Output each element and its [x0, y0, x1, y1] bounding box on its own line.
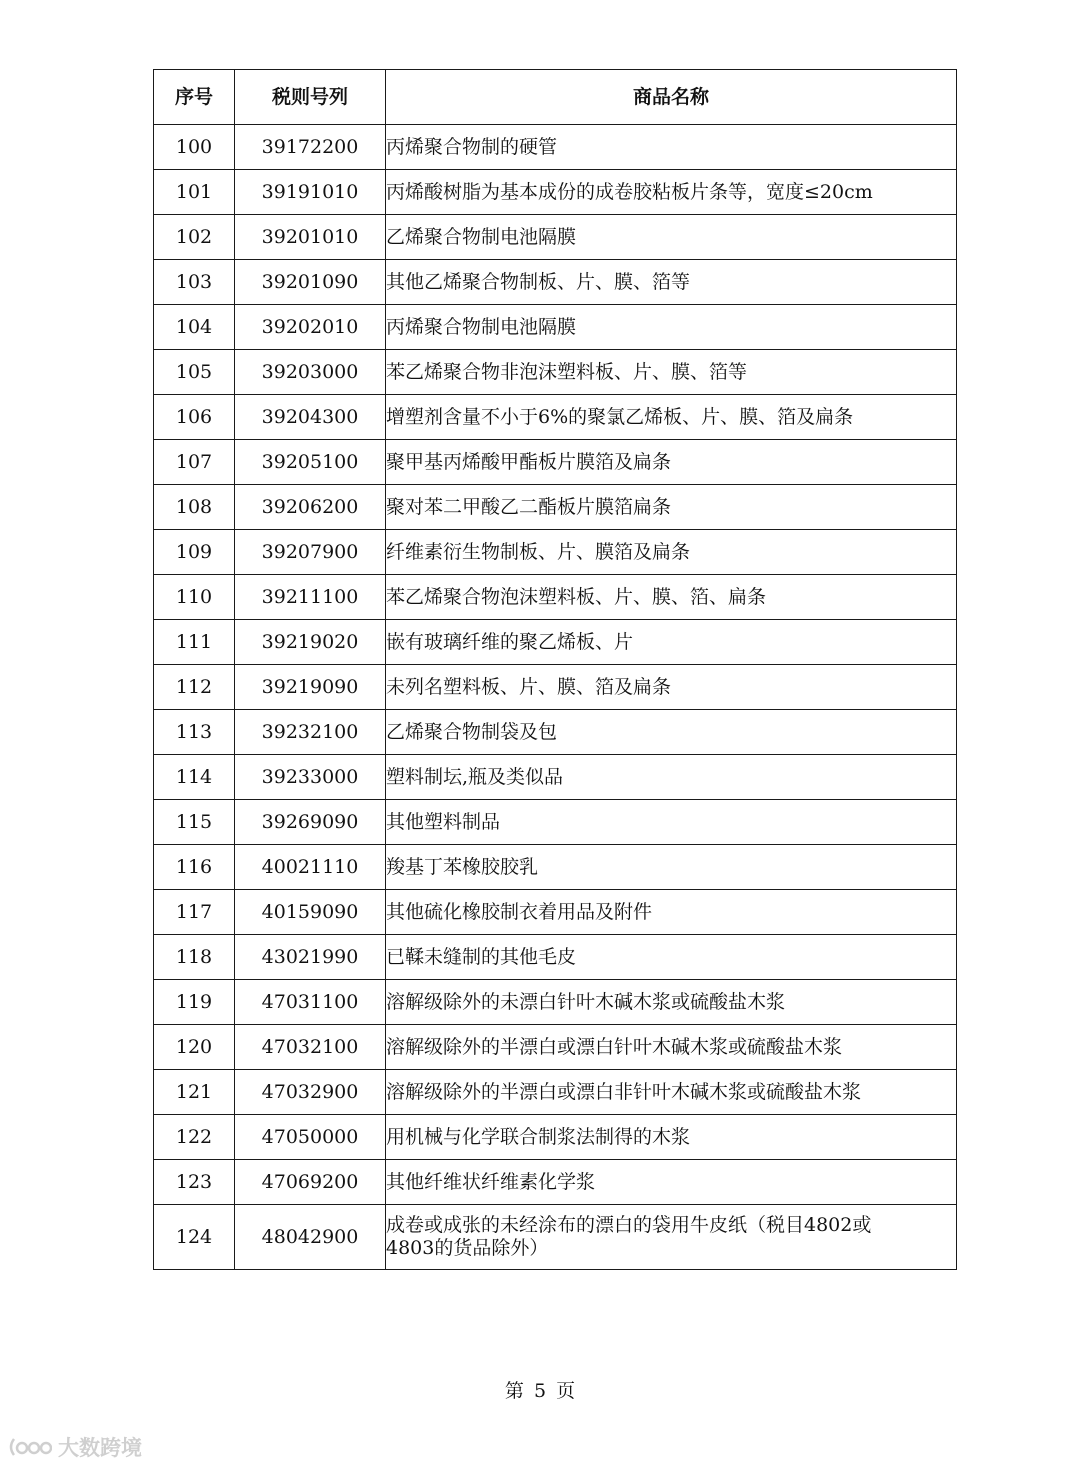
row-index: 104 — [154, 305, 235, 350]
table-row — [154, 800, 957, 845]
table-row — [154, 890, 957, 935]
row-index: 100 — [154, 125, 235, 170]
row-name — [386, 1205, 957, 1270]
table-row — [154, 350, 957, 395]
row-name: 丙烯聚合物制电池隔膜 — [386, 305, 957, 350]
row-name: 未列名塑料板、片、膜、箔及扁条 — [386, 665, 957, 710]
table-row — [154, 485, 957, 530]
row-index: 107 — [154, 440, 235, 485]
row-name: 用机械与化学联合制浆法制得的木浆 — [386, 1115, 957, 1160]
table-row — [154, 395, 957, 440]
row-code: 39205100 — [235, 440, 386, 485]
row-code: 48042900 — [235, 1205, 386, 1270]
row-code: 39202010 — [235, 305, 386, 350]
table-row — [154, 1025, 957, 1070]
table-row — [154, 1070, 957, 1115]
header-name: 商品名称 — [386, 70, 957, 125]
brand-logo-icon — [6, 1435, 52, 1459]
table-row — [154, 710, 957, 755]
table-row — [154, 125, 957, 170]
row-name: 溶解级除外的半漂白或漂白针叶木碱木浆或硫酸盐木浆 — [386, 1025, 957, 1070]
row-index: 101 — [154, 170, 235, 215]
row-name: 其他硫化橡胶制衣着用品及附件 — [386, 890, 957, 935]
table-row — [154, 665, 957, 710]
row-code: 39219090 — [235, 665, 386, 710]
row-code: 39172200 — [235, 125, 386, 170]
row-code: 39191010 — [235, 170, 386, 215]
row-code: 39206200 — [235, 485, 386, 530]
watermark — [6, 1432, 142, 1462]
table-row — [154, 1205, 957, 1270]
table-row — [154, 1160, 957, 1205]
row-index: 117 — [154, 890, 235, 935]
table-row — [154, 305, 957, 350]
row-index: 110 — [154, 575, 235, 620]
row-index: 103 — [154, 260, 235, 305]
table-row — [154, 620, 957, 665]
row-name: 羧基丁苯橡胶胶乳 — [386, 845, 957, 890]
row-index: 114 — [154, 755, 235, 800]
row-index: 119 — [154, 980, 235, 1025]
table-row — [154, 440, 957, 485]
header-index: 序号 — [154, 70, 235, 125]
row-code: 47032100 — [235, 1025, 386, 1070]
watermark-text: 大数跨境 — [58, 1436, 142, 1460]
row-code: 39204300 — [235, 395, 386, 440]
row-index: 106 — [154, 395, 235, 440]
row-name: 苯乙烯聚合物非泡沫塑料板、片、膜、箔等 — [386, 350, 957, 395]
row-code: 39211100 — [235, 575, 386, 620]
row-name-line-1: 成卷或成张的未经涂布的漂白的袋用牛皮纸（税目4802或 — [386, 1214, 872, 1236]
row-code: 39207900 — [235, 530, 386, 575]
row-name: 嵌有玻璃纤维的聚乙烯板、片 — [386, 620, 957, 665]
row-index: 124 — [154, 1205, 235, 1270]
row-index: 118 — [154, 935, 235, 980]
row-name: 塑料制坛,瓶及类似品 — [386, 755, 957, 800]
row-code: 47031100 — [235, 980, 386, 1025]
row-code: 47069200 — [235, 1160, 386, 1205]
row-index: 113 — [154, 710, 235, 755]
row-code: 39201090 — [235, 260, 386, 305]
row-name: 乙烯聚合物制袋及包 — [386, 710, 957, 755]
row-index: 120 — [154, 1025, 235, 1070]
row-name: 溶解级除外的未漂白针叶木碱木浆或硫酸盐木浆 — [386, 980, 957, 1025]
table-row — [154, 935, 957, 980]
row-index: 111 — [154, 620, 235, 665]
row-name: 丙烯酸树脂为基本成份的成卷胶粘板片条等，宽度≤20cm — [386, 170, 957, 215]
row-index: 109 — [154, 530, 235, 575]
table-row — [154, 845, 957, 890]
row-code: 40159090 — [235, 890, 386, 935]
row-index: 108 — [154, 485, 235, 530]
row-name: 其他乙烯聚合物制板、片、膜、箔等 — [386, 260, 957, 305]
row-code: 39201010 — [235, 215, 386, 260]
page-number: 第 5 页 — [504, 1380, 576, 1402]
table-row — [154, 530, 957, 575]
row-code: 39232100 — [235, 710, 386, 755]
row-code: 47032900 — [235, 1070, 386, 1115]
row-name: 乙烯聚合物制电池隔膜 — [386, 215, 957, 260]
row-name-line-2: 4803的货品除外） — [386, 1237, 549, 1259]
row-name: 其他塑料制品 — [386, 800, 957, 845]
row-code: 43021990 — [235, 935, 386, 980]
row-name: 溶解级除外的半漂白或漂白非针叶木碱木浆或硫酸盐木浆 — [386, 1070, 957, 1115]
row-code: 47050000 — [235, 1115, 386, 1160]
row-code: 39269090 — [235, 800, 386, 845]
row-index: 121 — [154, 1070, 235, 1115]
table-row — [154, 1115, 957, 1160]
row-code: 39219020 — [235, 620, 386, 665]
row-index: 112 — [154, 665, 235, 710]
table-row — [154, 215, 957, 260]
row-name: 聚对苯二甲酸乙二酯板片膜箔扁条 — [386, 485, 957, 530]
table-row — [154, 980, 957, 1025]
row-name: 苯乙烯聚合物泡沫塑料板、片、膜、箔、扁条 — [386, 575, 957, 620]
row-index: 105 — [154, 350, 235, 395]
row-name: 已鞣未缝制的其他毛皮 — [386, 935, 957, 980]
row-index: 115 — [154, 800, 235, 845]
table-row — [154, 575, 957, 620]
row-name: 增塑剂含量不小于6%的聚氯乙烯板、片、膜、箔及扁条 — [386, 395, 957, 440]
row-index: 123 — [154, 1160, 235, 1205]
row-code: 39203000 — [235, 350, 386, 395]
row-code: 39233000 — [235, 755, 386, 800]
table-row — [154, 170, 957, 215]
row-name: 纤维素衍生物制板、片、膜箔及扁条 — [386, 530, 957, 575]
header-code: 税则号列 — [235, 70, 386, 125]
row-name: 其他纤维状纤维素化学浆 — [386, 1160, 957, 1205]
table-header-row — [154, 70, 957, 125]
tariff-table — [153, 69, 957, 1270]
row-code: 40021110 — [235, 845, 386, 890]
row-name: 聚甲基丙烯酸甲酯板片膜箔及扁条 — [386, 440, 957, 485]
row-index: 102 — [154, 215, 235, 260]
table-row — [154, 260, 957, 305]
row-name: 丙烯聚合物制的硬管 — [386, 125, 957, 170]
table-row — [154, 755, 957, 800]
row-index: 116 — [154, 845, 235, 890]
row-index: 122 — [154, 1115, 235, 1160]
